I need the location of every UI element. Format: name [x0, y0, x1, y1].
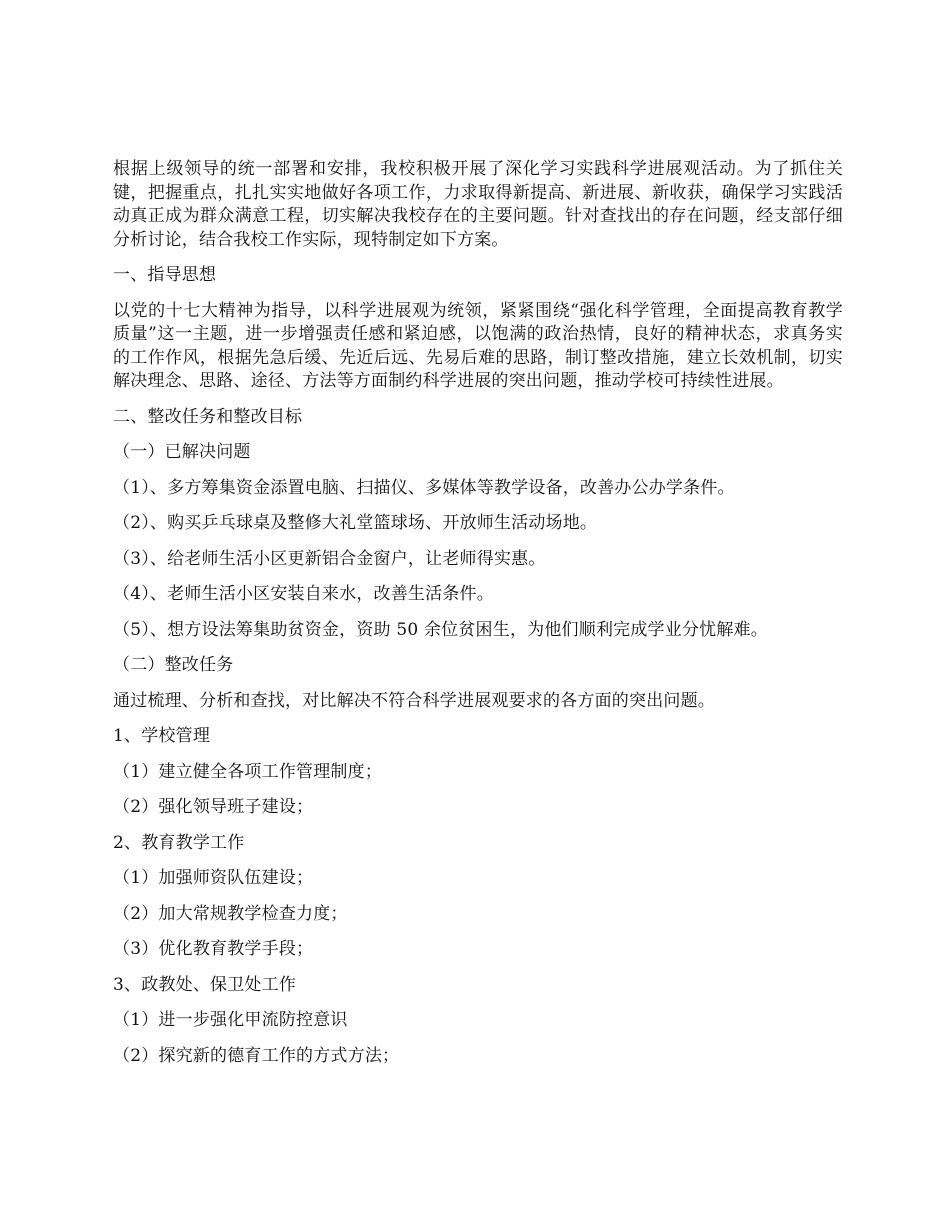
task-item: （1）进一步强化甲流防控意识	[113, 1010, 348, 1030]
guiding-thought-paragraph: 以党的十七大精神为指导，以科学进展观为统领，紧紧围绕“强化科学管理，全面提高教育教学质量”这一主题，进一步增强责任感和紧迫感，以饱满的政治热情，良好的精神状态，求真务实的工作作风，根据先急后缓、先近后远、先易后难的思路，制订整改措施，建立长效机制，切实解决理念、思路、途径、方法等方面制约科学进展的突出问题，推动学校可持续性进展。	[113, 300, 843, 391]
intro-paragraph: 根据上级领导的统一部署和安排，我校积极开展了深化学习实践科学进展观活动。为了抓住关键，把握重点，扎扎实实地做好各项工作，力求取得新提高、新进展、新收获，确保学习实践活动真正成为群众满意工程，切实解决我校存在的主要问题。针对查找出的存在问题，经支部仔细分析讨论，结合我校工作实际，现特制定如下方案。	[113, 159, 843, 250]
task-item: （2）探究新的德育工作的方式方法；	[113, 1045, 400, 1066]
solved-item: （2）、购买乒乓球桌及整修大礼堂篮球场、开放师生活动场地。	[113, 513, 598, 533]
section-heading-tasks-goals: 二、整改任务和整改目标	[113, 406, 303, 427]
task-heading-teaching-work: 2、教育教学工作	[113, 832, 245, 853]
solved-item: （5）、想方设法筹集助贫资金，资助 50 余位贫困生，为他们顺利完成学业分忧解难。	[113, 619, 768, 640]
subheading-solved-problems: （一）已解决问题	[113, 442, 251, 462]
solved-item: （1）、多方筹集资金添置电脑、扫描仪、多媒体等教学设备，改善办公办学条件。	[113, 477, 735, 498]
task-heading-school-management: 1、学校管理	[113, 726, 211, 746]
document-page	[113, 158, 843, 1068]
task-heading-political-security: 3、政教处、保卫处工作	[113, 974, 297, 995]
solved-item: （4）、老师生活小区安装自来水，改善生活条件。	[113, 584, 494, 604]
task-item: （1）加强师资队伍建设；	[113, 868, 314, 888]
section-heading-guiding-thought: 一、指导思想	[113, 265, 217, 285]
rectification-intro: 通过梳理、分析和查找，对比解决不符合科学进展观要求的各方面的突出问题。	[113, 690, 715, 711]
task-item: （2）强化领导班子建设；	[113, 797, 314, 817]
task-item: （1）建立健全各项工作管理制度；	[113, 761, 383, 782]
task-item: （2）加大常规教学检查力度；	[113, 903, 348, 924]
solved-item: （3）、给老师生活小区更新铝合金窗户，让老师得实惠。	[113, 548, 546, 569]
task-item: （3）优化教育教学手段；	[113, 939, 314, 959]
subheading-rectification-tasks: （二）整改任务	[113, 655, 234, 675]
